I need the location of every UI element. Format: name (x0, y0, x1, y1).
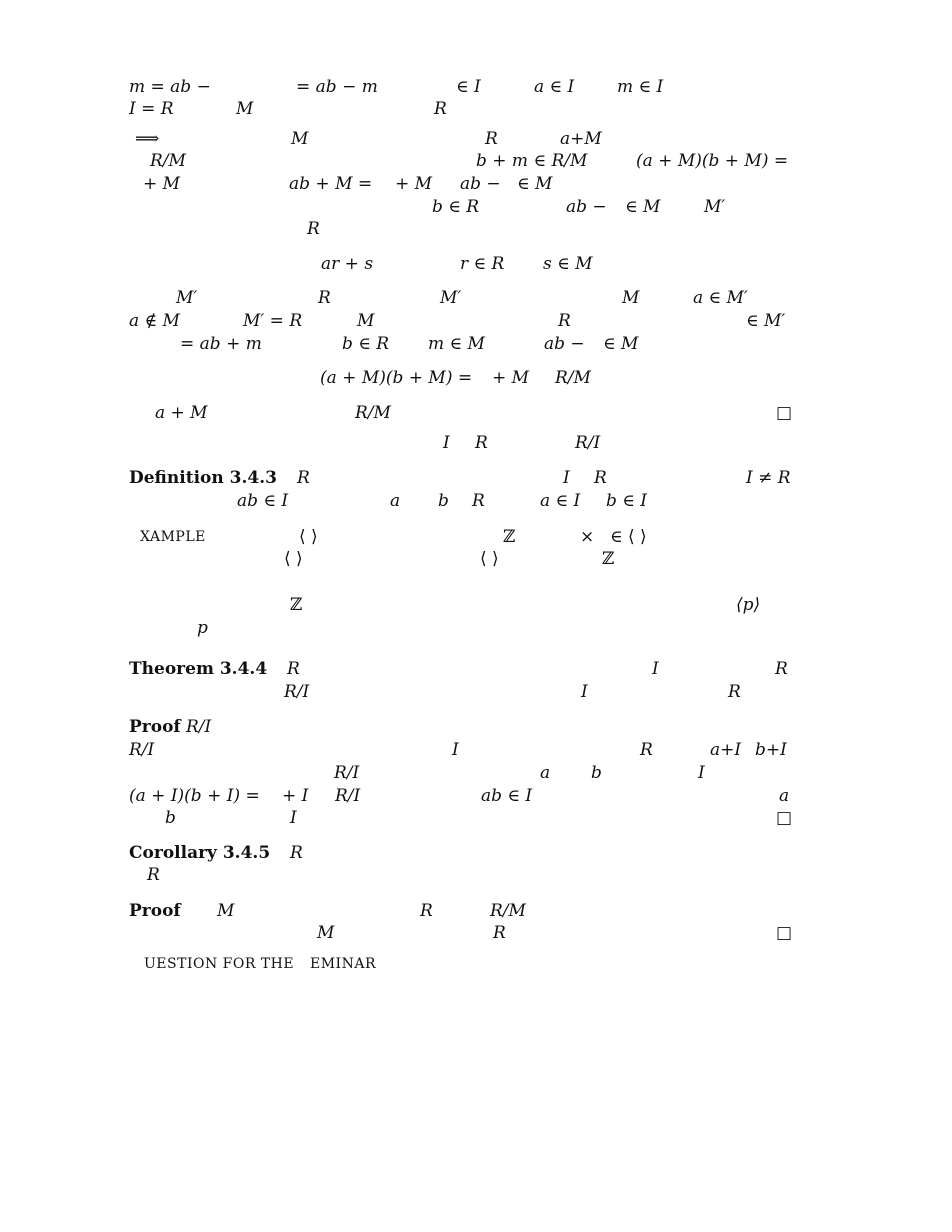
math-fragment: M′ = R (243, 311, 303, 331)
math-fragment: ∈ M′ (746, 311, 786, 331)
math-fragment: × (580, 527, 595, 547)
math-fragment: R/I (284, 682, 310, 702)
math-fragment: ∈ M (625, 197, 661, 217)
math-fragment: r ∈ R (460, 254, 505, 274)
math-fragment: ab + M = (289, 174, 373, 194)
math-fragment: a (779, 786, 790, 806)
math-fragment: R/M (555, 368, 591, 388)
small-caps-heading: UESTION FOR THE (144, 956, 295, 972)
math-fragment: b ∈ I (606, 491, 647, 511)
math-fragment: a+M (560, 129, 602, 149)
math-fragment: a (540, 763, 551, 783)
math-fragment: R/I (335, 786, 361, 806)
math-fragment: s ∈ M (543, 254, 593, 274)
math-fragment: + I (282, 786, 309, 806)
math-fragment: (a + M)(b + M) = (636, 151, 789, 171)
small-caps-heading: EMINAR (310, 956, 376, 972)
math-fragment: p (197, 618, 208, 638)
qed-symbol: □ (776, 923, 793, 943)
math-fragment: ab ∈ I (237, 491, 289, 511)
math-fragment: ab − (566, 197, 607, 217)
math-fragment: R (290, 843, 303, 863)
math-fragment: R (475, 433, 488, 453)
math-fragment: b (165, 808, 176, 828)
math-fragment: I (290, 808, 297, 828)
math-fragment: R (287, 659, 300, 679)
math-fragment: R (728, 682, 741, 702)
math-fragment: R (147, 865, 160, 885)
math-fragment: a (390, 491, 401, 511)
math-fragment: R/M (150, 151, 186, 171)
math-fragment: m ∈ I (617, 77, 664, 97)
section-label: Theorem 3.4.4 (129, 659, 268, 679)
small-caps-heading: XAMPLE (140, 529, 206, 545)
math-fragment: ∈ M (517, 174, 553, 194)
qed-symbol: □ (776, 403, 793, 423)
math-fragment: (a + M)(b + M) = (320, 368, 473, 388)
math-fragment: ⟨ ⟩ (284, 549, 303, 569)
math-fragment: M (217, 901, 235, 921)
math-fragment: a ∈ I (534, 77, 575, 97)
math-fragment: I (563, 468, 570, 488)
math-fragment: R (307, 219, 320, 239)
math-fragment: ⟹ (135, 129, 160, 149)
math-fragment: (a + I)(b + I) = (129, 786, 260, 806)
math-fragment: b (591, 763, 602, 783)
math-fragment: I ≠ R (746, 468, 791, 488)
section-label: Proof (129, 717, 181, 737)
math-fragment: + M (492, 368, 530, 388)
math-fragment: ∈ ⟨ ⟩ (610, 527, 647, 547)
math-fragment: b ∈ R (342, 334, 390, 354)
math-fragment: R/I (334, 763, 360, 783)
math-fragment: M′ (176, 288, 198, 308)
math-fragment: b (438, 491, 449, 511)
math-fragment: b ∈ R (432, 197, 480, 217)
math-fragment: R (434, 99, 447, 119)
math-fragment: ⟨ ⟩ (480, 549, 499, 569)
math-fragment: I (652, 659, 659, 679)
math-fragment: a + M (155, 403, 208, 423)
math-fragment: M′ (704, 197, 726, 217)
math-fragment: b+I (755, 740, 787, 760)
math-fragment: R (640, 740, 653, 760)
math-fragment: M′ (440, 288, 462, 308)
math-fragment: M (236, 99, 254, 119)
math-fragment: M (357, 311, 375, 331)
math-fragment: M (317, 923, 335, 943)
math-fragment: I = R (129, 99, 174, 119)
math-fragment: R (594, 468, 607, 488)
math-fragment: ℤ (290, 595, 303, 615)
math-fragment: ⟨ ⟩ (299, 527, 318, 547)
qed-symbol: □ (776, 808, 793, 828)
math-fragment: R (472, 491, 485, 511)
math-fragment: R (558, 311, 571, 331)
math-fragment: ℤ (503, 527, 516, 547)
math-fragment: ℤ (602, 549, 615, 569)
math-fragment: R (485, 129, 498, 149)
math-fragment: = ab + m (180, 334, 262, 354)
math-fragment: R (420, 901, 433, 921)
math-fragment: ab ∈ I (481, 786, 533, 806)
math-fragment: m ∈ M (428, 334, 485, 354)
math-fragment: R (775, 659, 788, 679)
math-fragment: ab − (544, 334, 585, 354)
math-fragment: R (493, 923, 506, 943)
math-fragment: + M (143, 174, 181, 194)
math-fragment: ⟨p⟩ (736, 595, 761, 615)
math-fragment: R/M (355, 403, 391, 423)
math-fragment: a ∉ M (129, 311, 180, 331)
math-fragment: I (443, 433, 450, 453)
section-label: Proof (129, 901, 181, 921)
math-fragment: ab − (460, 174, 501, 194)
math-fragment: ∈ M (603, 334, 639, 354)
math-fragment: R/M (490, 901, 526, 921)
math-fragment: a+I (710, 740, 742, 760)
math-fragment: R (318, 288, 331, 308)
math-fragment: R/I (129, 740, 155, 760)
math-fragment: R/I (575, 433, 601, 453)
math-fragment: m = ab − (129, 77, 211, 97)
math-fragment: b + m ∈ R/M (476, 151, 588, 171)
math-fragment: = ab − m (296, 77, 378, 97)
math-fragment: a ∈ I (540, 491, 581, 511)
section-label: Definition 3.4.3 (129, 468, 277, 488)
math-fragment: I (698, 763, 705, 783)
math-fragment: M (622, 288, 640, 308)
math-fragment: R/I (186, 717, 212, 737)
math-fragment: ar + s (321, 254, 374, 274)
math-fragment: R (297, 468, 310, 488)
math-fragment: M (291, 129, 309, 149)
section-label: Corollary 3.4.5 (129, 843, 271, 863)
math-fragment: a ∈ M′ (693, 288, 748, 308)
math-fragment: I (581, 682, 588, 702)
math-fragment: + M (395, 174, 433, 194)
math-fragment: I (452, 740, 459, 760)
math-fragment: ∈ I (456, 77, 481, 97)
